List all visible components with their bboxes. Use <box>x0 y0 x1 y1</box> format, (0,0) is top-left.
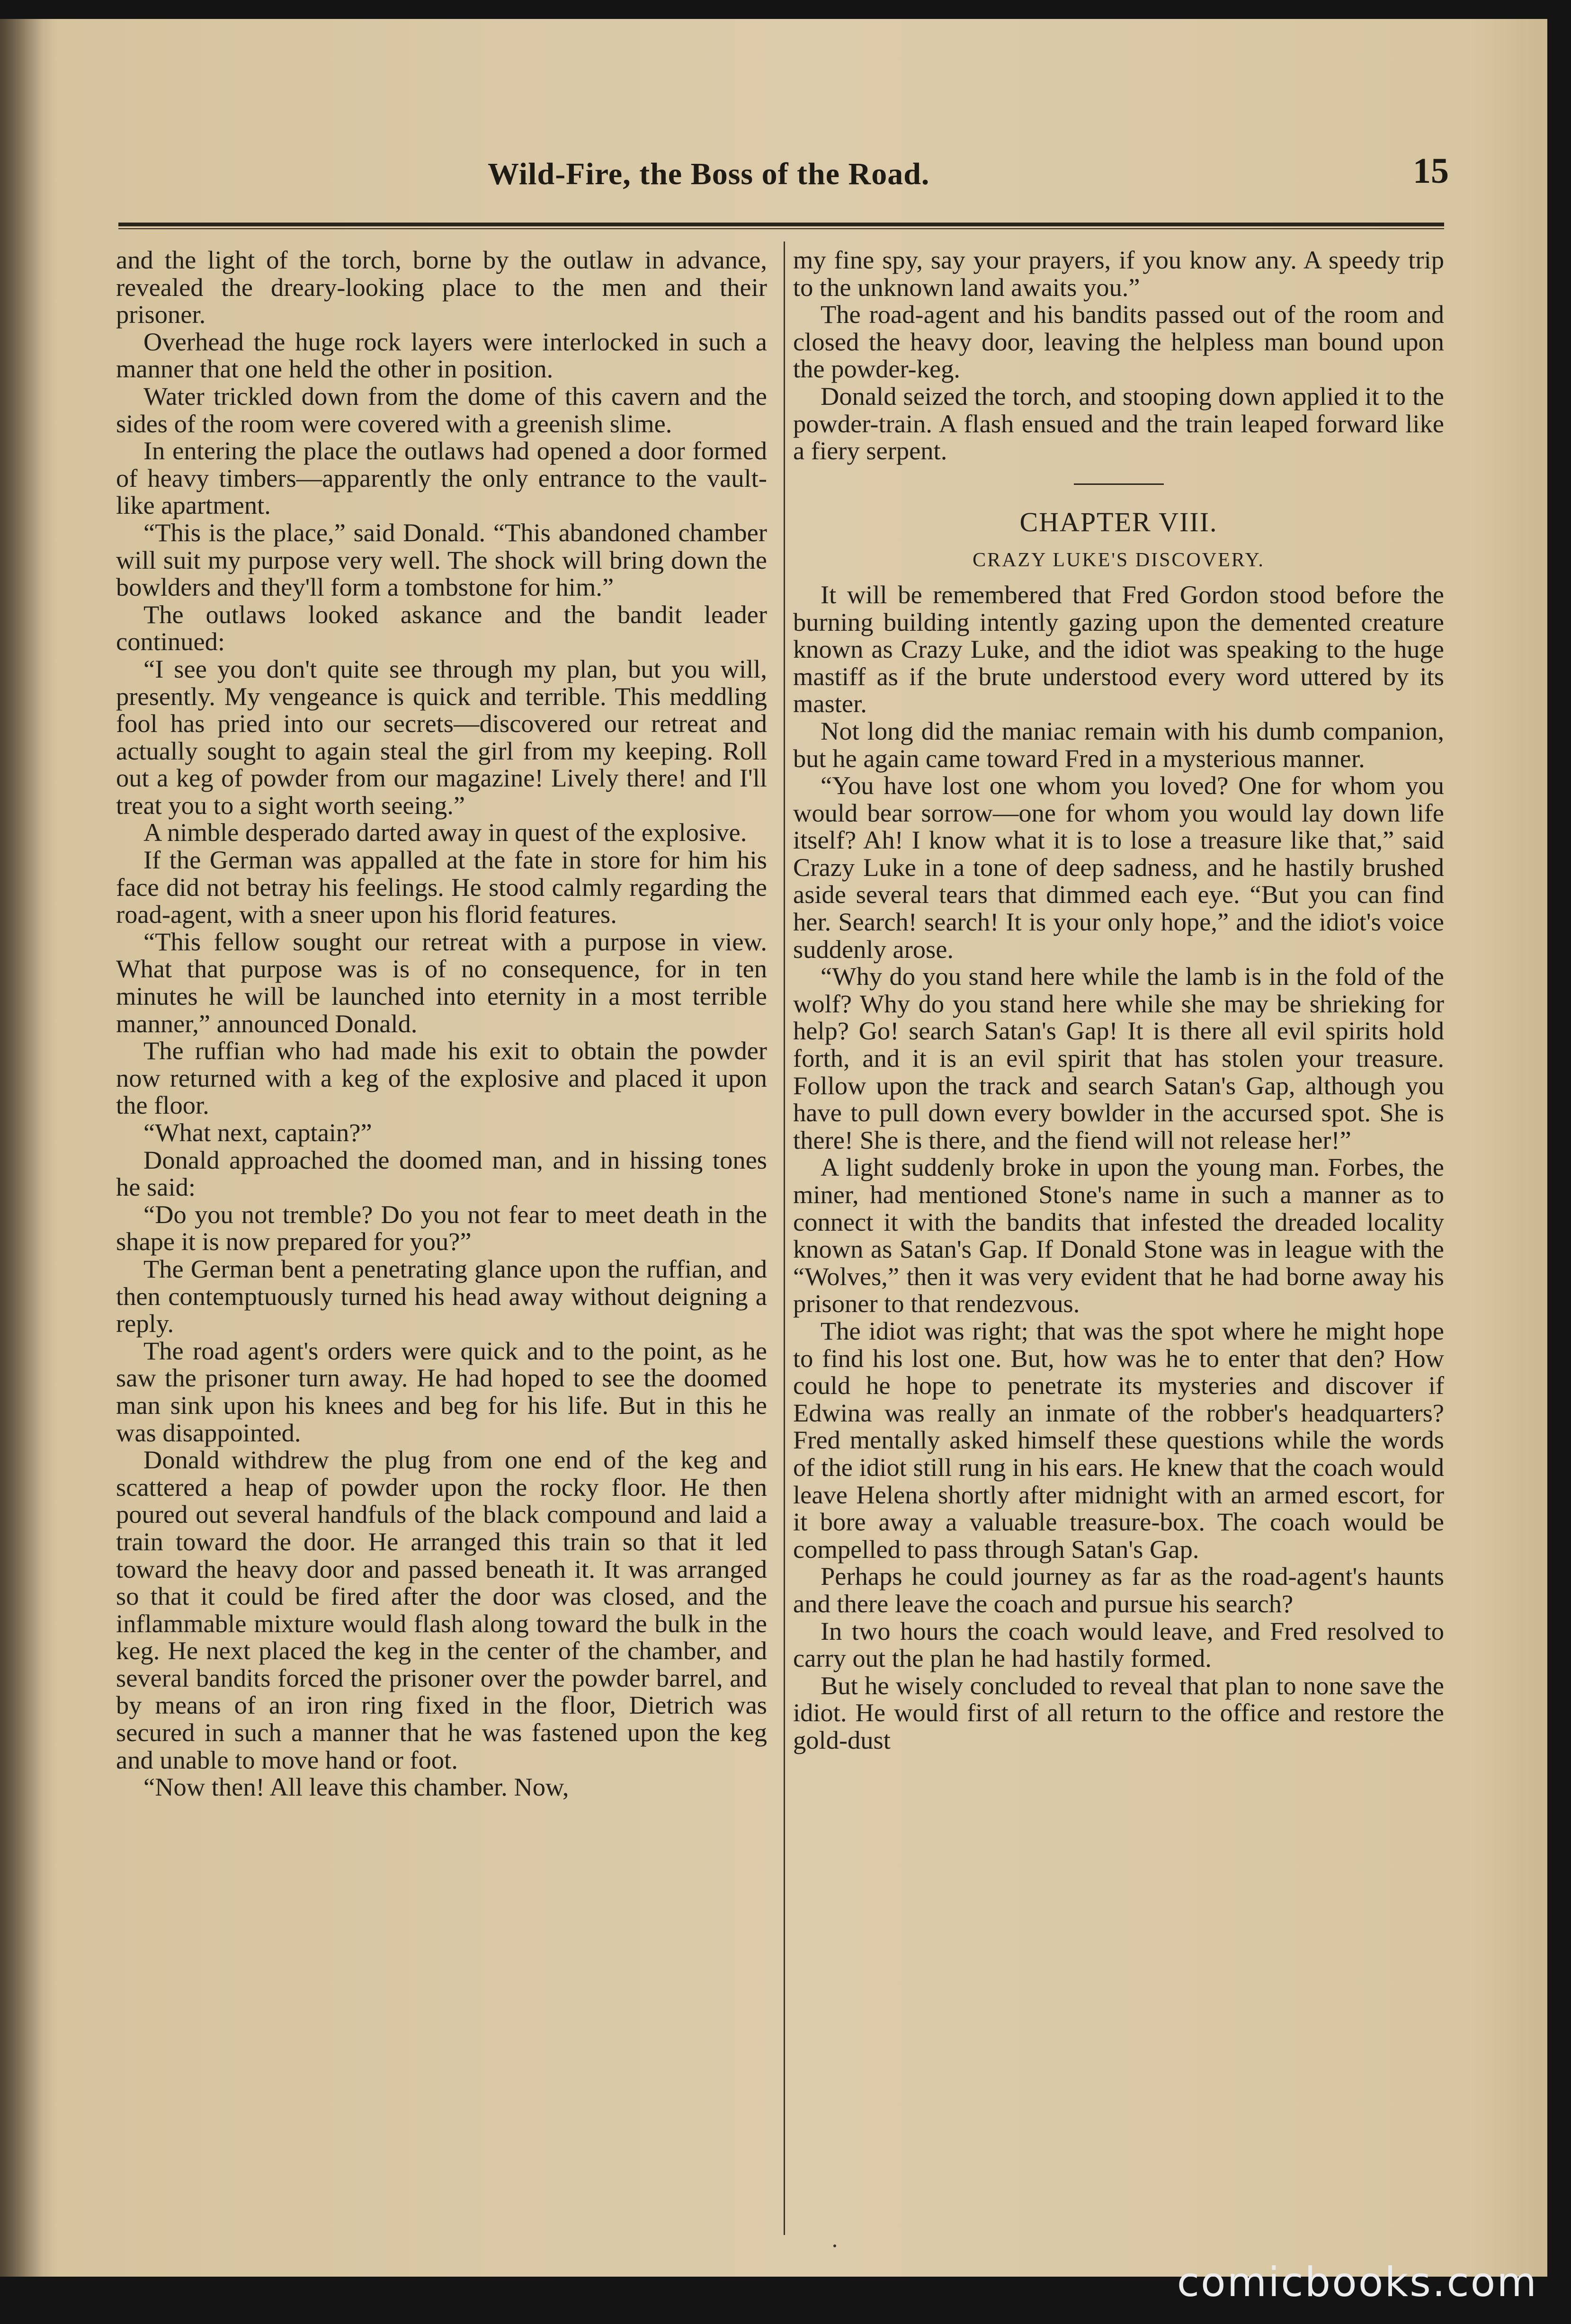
section-separator <box>1074 483 1164 485</box>
paragraph: “Do you not tremble? Do you not fear to meet death in the shape it is now prepared for you?” <box>116 1199 767 1256</box>
paragraph: Perhaps he could journey as far as the road-agent's haunts and there leave the coach and pursue his search? <box>793 1562 1444 1618</box>
chapter-heading: CHAPTER VIII. <box>1019 506 1218 537</box>
left-column <box>116 246 767 1801</box>
page-number: 15 <box>1413 151 1449 191</box>
paragraph: In entering the place the outlaws had opened a door formed of heavy timbers—apparently the only entrance to the vault-like apartment. <box>116 436 767 520</box>
paragraph: “What next, captain?” <box>143 1118 372 1147</box>
paragraph: “This is the place,” said Donald. “This abandoned chamber will suit my purpose very well. The shock will bring down the bowlders and they'll form a tombstone for him.” <box>116 518 767 602</box>
paragraph: Donald seized the torch, and stooping down applied it to the powder-train. A flash ensued and the train leaped forward like a fiery serpent. <box>793 381 1444 465</box>
paragraph: “Now then! All leave this chamber. Now, <box>143 1772 569 1802</box>
paragraph: my fine spy, say your prayers, if you know any. A speedy trip to the unknown land awaits you.” <box>793 245 1444 302</box>
paragraph: A nimble desperado darted away in quest of the explosive. <box>143 818 747 847</box>
paragraph: The outlaws looked askance and the bandit leader continued: <box>116 599 767 656</box>
paragraph: The idiot was right; that was the spot where he might hope to find his lost one. But, how was he to enter that den? How could he hope to penetrate its mysteries and discover if Edwina was really an inmate of the robber's headquarters? Fred mentally asked himself these questions while the words of the idiot still rung in his ears. He knew that the coach would leave Helena shortly after midnight with an armed escort, for it bore away a valuable treasure-box. The coach would be compelled to pass through Satan's Gap. <box>793 1316 1444 1564</box>
paragraph: If the German was appalled at the fate in store for him his face did not betray his feelings. He stood calmly regarding the road-agent, with a sneer upon his florid features. <box>116 845 767 929</box>
right-column <box>793 246 1444 1753</box>
paragraph: The road agent's orders were quick and to the point, as he saw the prisoner turn away. He had hoped to see the doomed man sink upon his knees and beg for his life. But in this he was disappointed. <box>116 1336 767 1447</box>
ink-speck <box>833 2244 836 2247</box>
paragraph: A light suddenly broke in upon the young man. Forbes, the miner, had mentioned Stone's name in such a manner as to connect it with the bandits that infested the dreaded locality known as Satan's Gap. If Donald Stone was in league with the “Wolves,” then it was very evident that he had borne away his prisoner to that rendezvous. <box>793 1153 1444 1318</box>
paragraph: The ruffian who had made his exit to obtain the powder now returned with a keg of the explosive and placed it upon the floor. <box>116 1036 767 1120</box>
paragraph: and the light of the torch, borne by the outlaw in advance, revealed the dreary-looking place to the men and their prisoner. <box>116 245 767 329</box>
running-header <box>118 147 1449 208</box>
paragraph: “Why do you stand here while the lamb is in the fold of the wolf? Why do you stand here while she may be shrieking for help? Go! search Satan's Gap! It is there all evil spirits hold forth, and it is an evil spirit that has stolen your treasure. Follow upon the track and search Satan's Gap, although you have to pull down every bowlder in the accursed spot. She is there! She is there, and the fiend will not release her!” <box>793 962 1444 1154</box>
paragraph: The road-agent and his bandits passed out of the room and closed the heavy door, leaving the helpless man bound upon the powder-keg. <box>793 300 1444 384</box>
paragraph: Not long did the maniac remain with his dumb companion, but he again came toward Fred in a mysterious manner. <box>793 716 1444 773</box>
paragraph: “I see you don't quite see through my plan, but you will, presently. My vengeance is quick and terrible. This meddling fool has pried into our secrets—discovered our retreat and actually sought to again steal the girl from my keeping. Roll out a keg of powder from our magazine! Lively there! and I'll treat you to a sight worth seeing.” <box>116 654 767 820</box>
column-divider <box>784 241 785 2235</box>
paragraph: But he wisely concluded to reveal that plan to none save the idiot. He would first of all return to the office and restore the gold-dust <box>793 1671 1444 1754</box>
paragraph: The German bent a penetrating glance upon the ruffian, and then contemptuously turned his head away without deigning a reply. <box>116 1254 767 1338</box>
paragraph: “This fellow sought our retreat with a purpose in view. What that purpose was is of no consequence, for in ten minutes he will be launched into eternity in a most terrible manner,” announced Donald. <box>116 927 767 1038</box>
paragraph: Donald withdrew the plug from one end of the keg and scattered a heap of powder upon the rocky floor. He then poured out several handfuls of the black compound and laid a train toward the door. He arranged this train so that it led toward the heavy door and passed beneath it. It was arranged so that it could be fired after the door was closed, and the inflammable mixture would flash along toward the bulk in the keg. He next placed the keg in the center of the chamber, and several bandits forced the prisoner over the powder barrel, and by means of an iron ring fixed in the floor, Dietrich was secured in such a manner that he was fastened upon the keg and unable to move hand or foot. <box>116 1445 767 1774</box>
running-title: Wild-Fire, the Boss of the Road. <box>488 157 930 191</box>
paragraph: Water trickled down from the dome of this cavern and the sides of the room were covered with a greenish slime. <box>116 381 767 438</box>
paragraph: In two hours the coach would leave, and Fred resolved to carry out the plan he had hastily formed. <box>793 1616 1444 1673</box>
header-rule <box>118 223 1444 229</box>
watermark: comicbooks.com <box>1177 2259 1538 2306</box>
chapter-subheading: CRAZY LUKE'S DISCOVERY. <box>973 549 1265 572</box>
spine-shadow <box>0 19 43 2277</box>
paragraph: It will be remembered that Fred Gordon stood before the burning building intently gazing upon the demented creature known as Crazy Luke, and the idiot was speaking to the huge mastiff as if the brute understood every word uttered by its master. <box>793 580 1444 718</box>
paragraph: Donald approached the doomed man, and in hissing tones he said: <box>116 1145 767 1202</box>
paragraph: “You have lost one whom you loved? One for whom you would bear sorrow—one for whom you would lay down life itself? Ah! I know what it is to lose a treasure like that,” said Crazy Luke in a tone of deep sadness, and he hastily brushed aside several tears that dimmed each eye. “But you can find her. Search! search! It is your only hope,” and the idiot's voice suddenly arose. <box>793 771 1444 964</box>
book-page <box>0 19 1547 2277</box>
paragraph: Overhead the huge rock layers were interlocked in such a manner that one held the other in position. <box>116 327 767 384</box>
